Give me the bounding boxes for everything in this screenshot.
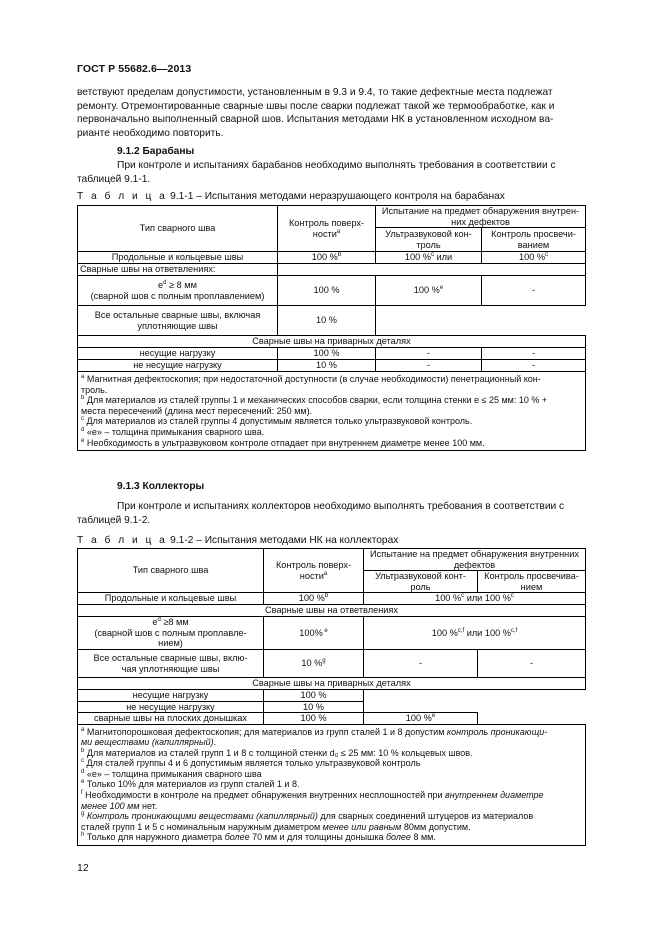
cell: 100 % [264,713,364,725]
header-cell: Тип сварного шва [78,206,278,252]
note: места пересечений (длина мест пересечений: 250 мм). [81,405,313,416]
cell: Продольные и кольцевые швы [78,593,264,605]
cell: $e^d \ge 8$ мм (сварной шов с полным проплавлением) [78,276,278,306]
cell: несущие нагрузку [78,348,278,360]
table-row [78,617,586,650]
header-cell: Тип сварного шва [78,549,264,593]
header-cell: Ультразвуковой кон- троль [376,228,482,252]
section-cell: Сварные швы на ответвлениях [78,605,586,617]
cell: несущие нагрузку [78,690,264,702]
cell: 100 % [278,276,376,306]
cell: сварные швы на плоских донышках [78,713,264,725]
text-line: При контроле и испытаниях барабанов необходимо выполнять требования в соответствии с [117,160,556,171]
cell: 10 % [278,306,376,336]
note: $^f$ Необходимости в контроле на предмет обнаружения внутренних несплошностей при внутреннем диаметре [81,790,544,801]
note: $^b$ Для материалов из сталей группы 1 и механических способов сварки, если толщина стенки e ≤ 25 мм: 10 % + [81,395,548,406]
page-number: 12 [77,862,89,874]
cell [478,713,586,725]
table-notes-row [78,372,586,451]
cell: 100 % [278,348,376,360]
table-notes-row [78,724,586,846]
table-9-1-1 [77,205,586,451]
text-line: рианте необходимо повторить. [77,127,224,139]
header-cell: Ультразвуковой конт- роль [364,571,478,593]
cell: 100 %$^e$ [364,713,478,725]
table-row [78,650,586,678]
note: $^d$ «e» – толщина примыкания сварного шва. [81,426,265,437]
cell: 100 %$^b$ [264,593,364,605]
section-cell: Сварные швы на ответвлениях: [78,264,278,276]
note: троль. [81,384,108,395]
table-row [78,605,586,617]
section-913-paragraph [77,500,585,527]
table-row [78,348,586,360]
note: $^e$ Только 10% для материалов из групп сталей 1 и 8. [81,779,300,790]
cell: 10 % [278,360,376,372]
table-caption-1 [77,191,505,202]
cell: не несущие нагрузку [78,360,278,372]
cell: 100 %$^c$ или 100 %$^c$ [364,593,586,605]
cell: 100 %$^{c,f}$ или 100 %$^{c,f}$ [364,617,586,650]
intro-paragraph [77,86,585,140]
note: $^h$ Только для наружного диаметра более 70 мм и для толщины донышка более 8 мм. [81,832,436,843]
note: $^e$ Необходимость в ультразвуковом контроле отпадает при внутреннем диаметре менее 100 мм. [81,437,485,448]
caption-text: 9.1-2 – Испытания методами НК на коллекторах [167,535,399,546]
cell: - [376,348,482,360]
cell: - [364,650,478,678]
cell: 100 %$^b$ [278,252,376,264]
caption-word: Т а б л и ц а [77,191,168,202]
section-heading-912: 9.1.2 Барабаны [117,146,195,157]
cell: - [376,360,482,372]
table-row [78,690,586,702]
cell: - [482,276,586,306]
cell: не несущие нагрузку [78,701,264,713]
table-row [78,360,586,372]
text-line: ремонту. Отремонтированные сварные швы после сварки подлежат такой же термообработке, как и [77,100,555,112]
header-cell: Контроль просвечи- ванием [482,228,586,252]
text-line: ветствуют пределам допустимости, установленным в 9.3 и 9.4, то такие дефектные места подлежат [77,87,553,98]
table-row [78,678,586,690]
text-line: таблицей 9.1-1. [77,173,151,185]
header-cell: Испытание на предмет обнаружения внутрен- них дефектов [376,206,586,228]
cell: Продольные и кольцевые швы [78,252,278,264]
note: $^d$ «e» – толщина примыкания сварного шва [81,768,262,779]
cell: - [482,360,586,372]
text-line: первоначально выполненный сварной шов. Испытания методами НК в установленном исходном ва- [77,114,554,126]
cell: Все остальные сварные швы, включая уплотняющие швы [78,306,278,336]
section-912-paragraph [77,159,585,186]
cell: 100 %$^e$ [376,276,482,306]
note: $^b$ Для материалов из сталей групп 1 и 8 с толщиной стенки d₀ ≤ 25 мм: 10 % кольцевых швов. [81,747,473,758]
cell [364,690,586,713]
table-row [78,593,586,605]
table-row [78,306,586,336]
table-notes [78,372,586,451]
cell: 100 %$^c$ [482,252,586,264]
note: $^g$ Контроль проникающими веществами (капиллярный) для сварных соединений штуцеров из материалов [81,811,534,822]
note: $^c$ Для материалов из сталей группы 4 допустимым является только ультразвуковой контроль. [81,416,473,427]
table-row [78,336,586,348]
cell: 10 % [264,701,364,713]
note: менее 100 мм нет. [81,800,158,811]
caption-word: Т а б л и ц а [77,535,168,546]
cell: - [478,650,586,678]
table-row [78,264,586,276]
table-notes [78,724,586,846]
section-cell: Сварные швы на приварных деталях [78,336,586,348]
note: ми веществами (капиллярный). [81,737,217,748]
note: $^a$ Магнитопорошковая дефектоскопия; для материалов из групп сталей 1 и 8 допустим контроль проникающи- [81,726,548,737]
cell: Все остальные сварные швы, вклю- чая уплотняющие швы [78,650,264,678]
text-line: таблицей 9.1-2. [77,514,151,526]
document-header: ГОСТ Р 55682.6—2013 [77,63,192,75]
cell: 10 %$^g$ [264,650,364,678]
header-cell: Контроль просвечива- нием [478,571,586,593]
header-cell: Испытание на предмет обнаружения внутренних дефектов [364,549,586,571]
section-cell: Сварные швы на приварных деталях [78,678,586,690]
table-row [78,252,586,264]
note: $^c$ Для сталей группы 4 и 6 допустимым является только ультразвуковой контроль [81,758,421,769]
cell: 100 %$^c$ или [376,252,482,264]
header-cell: Контроль поверх- ности$^a$ [278,206,376,252]
note: сталей групп 1 и 5 с номинальным наружным диаметром менее или равным 80мм допустим. [81,821,471,832]
table-row [78,276,586,306]
section-heading-913: 9.1.3 Коллекторы [117,481,205,492]
note: $^a$ Магнитная дефектоскопия; при недостаточной доступности (в случае необходимости) пенетрационный кон- [81,374,541,384]
cell: 100 % [264,690,364,702]
caption-text: 9.1-1 – Испытания методами неразрушающего контроля на барабанах [167,191,505,202]
header-cell: Контроль поверх- ности$^a$ [264,549,364,593]
cell: 100% $^e$ [264,617,364,650]
text-line: При контроле и испытаниях коллекторов необходимо выполнять требования в соответствии с [117,501,565,512]
cell: - [482,348,586,360]
cell [278,264,586,276]
cell [376,306,586,336]
table-caption-2 [77,535,398,546]
table-row [78,713,586,725]
table-9-1-2 [77,548,586,846]
cell: $e^d \ge 8$ мм (сварной шов с полным проплавле- нием) [78,617,264,650]
